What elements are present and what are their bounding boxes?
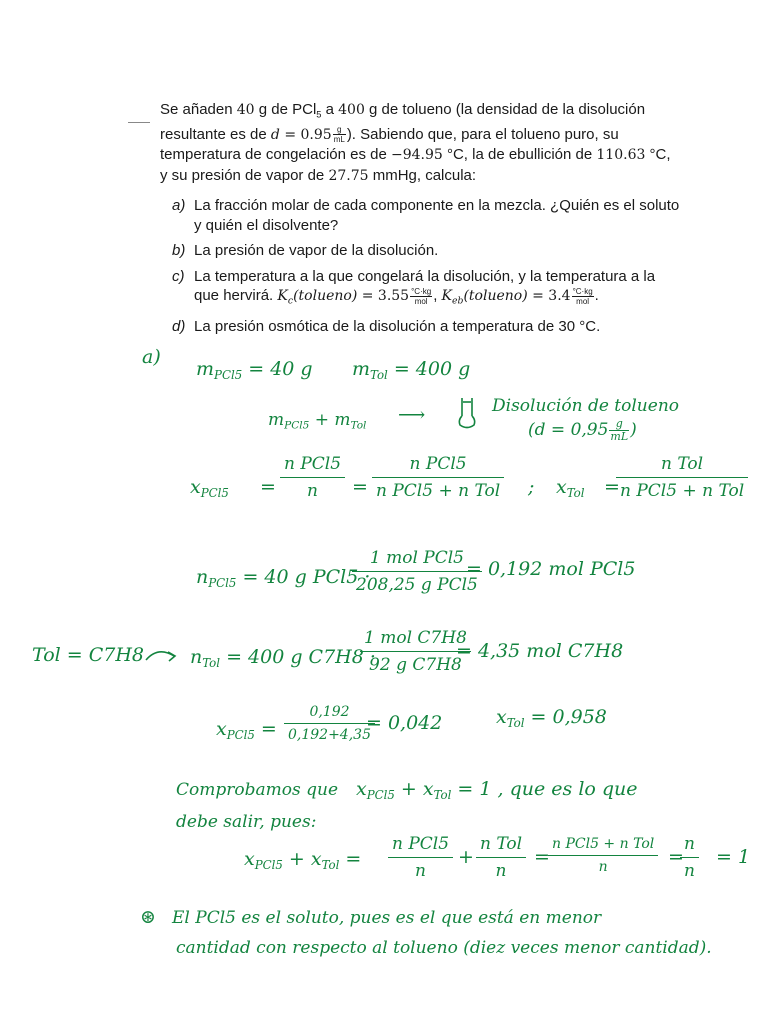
fraction-molar-tol: n Tol n PCl5 + n Tol [616, 454, 748, 501]
problem-statement [160, 100, 680, 343]
task-c: c) La temperatura a la que congelará la disolución, y la temperatura a la que hervirá. $K_c(tolueno) = 3.55$ $\frac{^\circ C\cdot kg}{\text{mol}}$ , $K_{eb}(tolueno) = 3.4$ $\frac{^\circ C\cdot kg}{\text{mol}}$ . [172, 267, 656, 307]
sum-expression: $x_{PCl5} + x_{Tol}$ = [244, 848, 362, 873]
x-tol-label: $x_{Tol}$ [556, 476, 585, 501]
sum-fraction-1: n PCl5 n [388, 834, 453, 881]
moles-tol-calc: $n_{Tol} = 400$ g C7H8 · [190, 646, 376, 671]
fraction-x-pcl5: $\frac{0,192}{0,192+4,35}$ [284, 704, 375, 743]
solution-note: Disolución de tolueno [492, 396, 679, 416]
task-d: d) La presión osmótica de la disolución a temperatura de 30 °C. [172, 318, 601, 335]
sum-result: = 1 [716, 846, 751, 868]
problem-intro: Se añaden 40 g de PCl$_5$ a 400 g de tolueno (la densidad de la disolución resultante es de d = 0.95 $\frac{g}{mL}$ ). Sabiendo que, para el tolueno puro, su temperatura de congelación es de −94.95 °C, la de ebullición de 110.63 °C, y su presión de vapor de 27.75 mmHg, calcula: [160, 101, 671, 184]
x-pcl5-value-label: $x_{PCl5}$ = [216, 718, 277, 743]
sum-fraction-3: n PCl5 + n Tol n [548, 836, 658, 875]
asterisk-icon: ⊛ [140, 906, 156, 928]
density-unit: $\frac{g}{mL}$ [333, 125, 345, 145]
task-b: b) La presión de vapor de la disolución. [172, 242, 439, 260]
x-pcl5-result: = 0,042 [366, 712, 443, 734]
task-a: a) La fracción molar de cada componente en la mezcla. ¿Quién es el soluto y quién el disolvente? [172, 197, 680, 234]
x-pcl5-label: $x_{PCl5}$ [190, 476, 229, 501]
mass-pcl5: $m_{PCl5} = 40$ g [196, 358, 313, 383]
toluene-formula: Tol = C7H8 [32, 644, 144, 666]
conversion-factor-pcl5: 1 mol PCl5 208,25 g PCl5 [352, 548, 482, 595]
check-text: Comprobamos que [176, 780, 338, 800]
density-note: (d = 0,95 $\frac{g}{mL}$ ) [528, 417, 637, 443]
sum-fraction-2: n Tol n [476, 834, 526, 881]
conclusion-line-1: El PCl5 es el soluto, pues es el que está en menor [172, 908, 602, 928]
x-tol-result: $x_{Tol} = 0,958$ [496, 706, 607, 731]
task-list [160, 196, 680, 336]
flask-icon [456, 396, 478, 430]
margin-mark [128, 122, 150, 123]
conclusion-line-2: cantidad con respecto al tolueno (diez veces menor cantidad). [176, 938, 712, 958]
curved-arrow-icon [144, 646, 180, 664]
conversion-factor-tol: 1 mol C7H8 92 g C7H8 [360, 628, 471, 675]
check-expression: $x_{PCl5} + x_{Tol} = 1$ , que es lo que [356, 778, 638, 803]
fraction-molar-pcl5: n PCl5 n PCl5 + n Tol [372, 454, 504, 501]
moles-pcl5-calc: $n_{PCl5} = 40$ g PCl5 · [196, 566, 371, 591]
sum-fraction-4: $\frac{n}{n}$ [680, 834, 699, 881]
fraction-n-over-n: n PCl5 n [280, 454, 345, 501]
mass-toluene: $m_{Tol} = 400$ g [352, 358, 471, 383]
moles-pcl5-result: = 0,192 mol PCl5 [466, 558, 636, 580]
mass-sum: $m_{PCl5} + m_{Tol}$ [268, 410, 367, 432]
arrow-icon: ⟶ [398, 404, 426, 426]
check-text-cont: debe salir, pues: [176, 812, 317, 832]
part-a-label: a) [142, 346, 161, 368]
moles-tol-result: = 4,35 mol C7H8 [456, 640, 624, 662]
